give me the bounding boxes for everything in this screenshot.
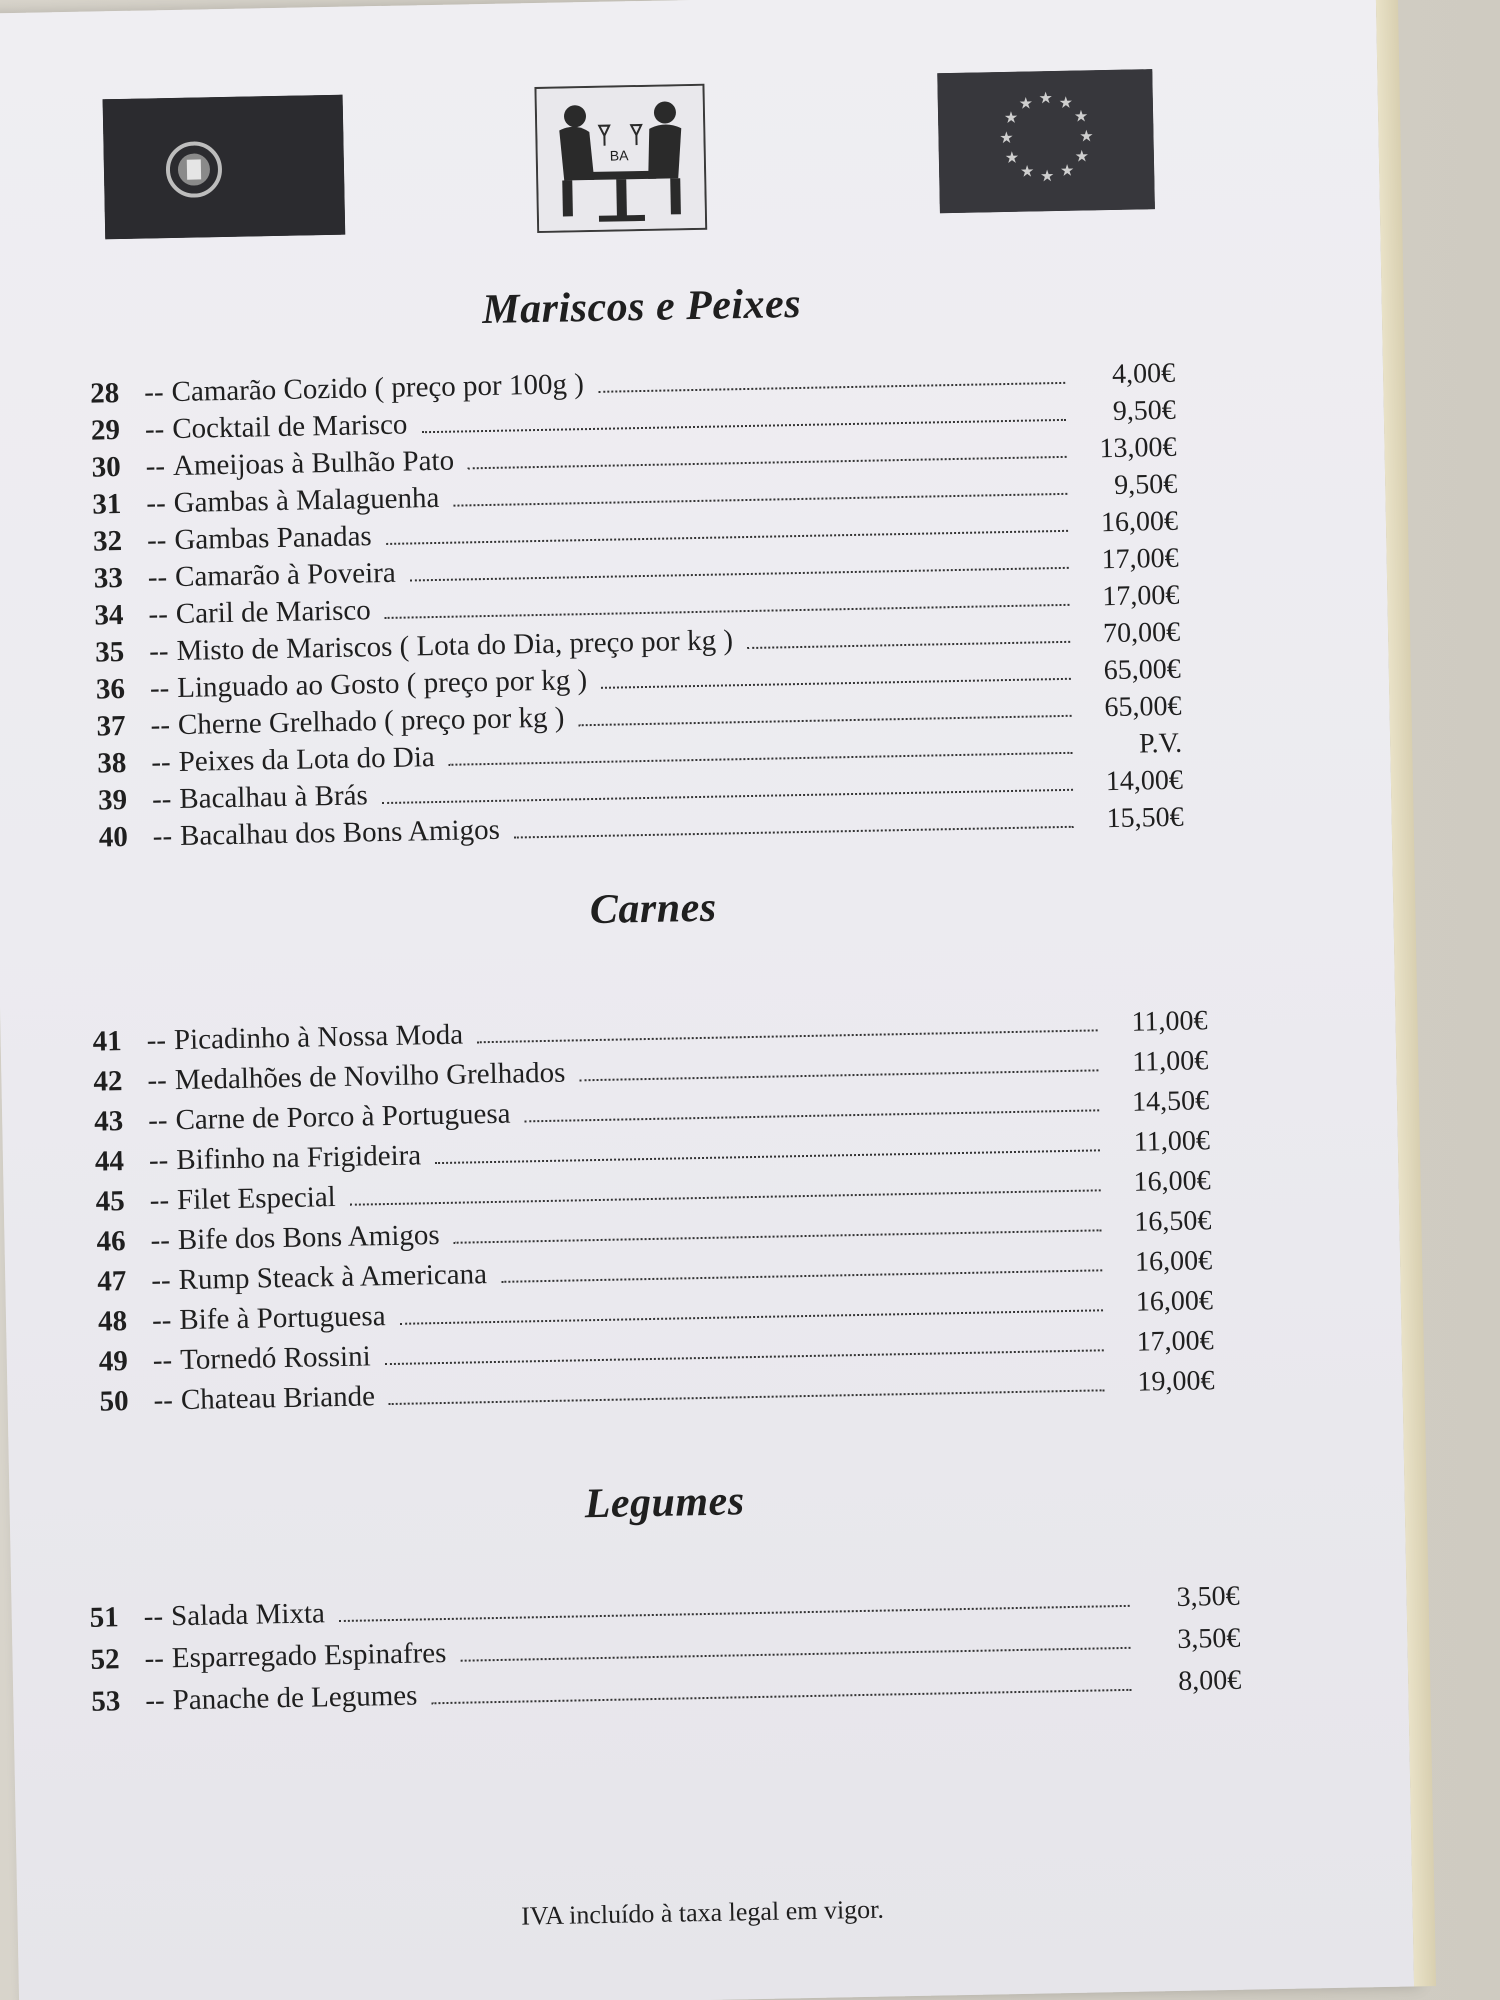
item-number: 46 [96,1225,126,1258]
item-name: Gambas à Malaguenha [173,481,440,520]
item-price: 15,50€ [1106,801,1184,835]
menu-item: 49 -- Tornedó Rossini 17,00€ [98,1325,1214,1378]
item-number: 53 [91,1685,121,1718]
menu-item: 50 -- Chateau Briande 19,00€ [99,1365,1215,1418]
svg-text:★: ★ [1018,93,1034,113]
item-name: Linguado ao Gosto ( preço por kg ) [176,664,588,704]
menu-item: 38 -- Peixes da Lota do Dia P.V. [97,727,1183,780]
item-price: P.V. [1138,727,1183,760]
menu-item: 41 -- Picadinho à Nossa Moda 11,00€ [92,1005,1208,1058]
svg-text:★: ★ [1038,88,1054,108]
item-price: 70,00€ [1102,616,1181,650]
item-name: Cocktail de Marisco [171,408,408,446]
item-number: 43 [93,1105,124,1138]
menu-item: 30 -- Ameijoas à Bulhão Pato 13,00€ [91,431,1177,484]
item-price: 16,00€ [1100,505,1179,539]
item-name: Cherne Grelhado ( preço por kg ) [177,701,565,741]
item-price: 65,00€ [1104,690,1182,724]
item-name: Misto de Mariscos ( Lota do Dia, preço por kg ) [176,624,734,667]
menu-item: 31 -- Gambas à Malaguenha 9,50€ [92,468,1178,521]
menu-item: 48 -- Bife à Portuguesa 16,00€ [97,1285,1214,1338]
item-price: 11,00€ [1132,1045,1209,1078]
item-price: 9,50€ [1113,468,1178,501]
item-price: 17,00€ [1101,542,1179,576]
svg-text:★: ★ [1004,147,1020,167]
item-price: 17,00€ [1102,579,1180,613]
item-price: 16,00€ [1135,1285,1214,1318]
menu-item: 44 -- Bifinho na Frigideira 11,00€ [94,1125,1211,1178]
item-number: 30 [91,451,121,484]
svg-text:★: ★ [1039,166,1055,186]
item-name: Carne de Porco à Portuguesa [175,1097,511,1137]
item-price: 16,50€ [1134,1205,1212,1238]
item-number: 34 [94,598,124,632]
eu-flag-icon [937,69,1155,213]
portugal-flag-icon [103,95,346,240]
menu-item: 40 -- Bacalhau dos Bons Amigos 15,50€ [98,801,1184,854]
menu-item: 37 -- Cherne Grelhado ( preço por kg ) 65,00€ [96,690,1182,743]
item-number: 39 [97,783,128,817]
item-name: Bife à Portuguesa [179,1300,386,1337]
menu-item: 28 -- Camarão Cozido ( preço por 100g ) 4,00€ [89,357,1176,410]
tax-footer-note: IVA incluído à taxa legal em vigor. [520,1894,885,1931]
item-number: 35 [94,635,125,669]
svg-text:★: ★ [1059,160,1075,180]
menu-item: 36 -- Linguado ao Gosto ( preço por kg ) 65,00€ [95,653,1182,706]
menu-item: 43 -- Carne de Porco à Portuguesa 14,50€ [93,1085,1210,1138]
item-name: Gambas Panadas [174,520,372,557]
menu-item: 47 -- Rump Steack à Americana 16,00€ [96,1245,1213,1298]
section-title-meats: Carnes [589,884,718,934]
item-price: 3,50€ [1176,1580,1240,1613]
svg-text:★: ★ [1019,161,1035,181]
logo-initials: BA [609,147,629,164]
item-number: 29 [90,414,121,447]
item-name: Bacalhau à Brás [179,779,369,815]
section-title-vegetables: Legumes [584,1478,745,1528]
item-price: 11,00€ [1131,1005,1208,1038]
svg-text:★: ★ [1079,126,1094,146]
item-name: Medalhões de Novilho Grelhados [174,1056,566,1097]
item-name: Filet Especial [176,1181,337,1217]
menu-item: 42 -- Medalhões de Novilho Grelhados 11,00€ [93,1045,1209,1098]
menu-item: 29 -- Cocktail de Marisco 9,50€ [90,394,1177,447]
svg-text:★: ★ [999,127,1014,148]
restaurant-logo [534,84,707,233]
item-price: 9,50€ [1112,394,1177,427]
item-price: 11,00€ [1133,1125,1211,1158]
paper-edge [1376,0,1436,1986]
item-number: 33 [93,562,124,595]
menu-item: 34 -- Caril de Marisco 17,00€ [94,579,1180,632]
item-number: 32 [92,525,123,558]
item-name: Picadinho à Nossa Moda [173,1018,464,1057]
menu-item: 46 -- Bife dos Bons Amigos 16,50€ [96,1205,1212,1258]
item-name: Panache de Legumes [172,1679,418,1717]
item-name: Bifinho na Frigideira [175,1139,422,1177]
item-price: 16,00€ [1134,1245,1213,1278]
item-price: 19,00€ [1137,1365,1215,1398]
item-number: 47 [96,1265,127,1298]
item-price: 17,00€ [1136,1325,1214,1358]
item-name: Bacalhau dos Bons Amigos [179,813,501,852]
menu-item: 53 -- Panache de Legumes 8,00€ [91,1664,1242,1718]
menu-item: 45 -- Filet Especial 16,00€ [95,1165,1211,1218]
svg-text:★: ★ [1074,146,1090,166]
item-price: 4,00€ [1111,357,1176,390]
item-number: 40 [98,820,129,854]
item-number: 45 [95,1185,126,1218]
menu-item: 39 -- Bacalhau à Brás 14,00€ [97,764,1184,817]
item-name: Esparregado Espinafres [171,1636,447,1675]
meats-list [92,1004,1214,1425]
item-number: 36 [95,672,126,706]
item-price: 8,00€ [1177,1664,1242,1697]
item-number: 48 [97,1305,128,1338]
item-price: 14,00€ [1105,764,1184,798]
item-name: Caril de Marisco [175,594,371,630]
item-price: 14,50€ [1131,1085,1210,1118]
item-number: 37 [96,709,126,743]
item-number: 31 [92,488,122,521]
item-name: Rump Steack à Americana [178,1258,488,1297]
item-name: Bife dos Bons Amigos [177,1219,440,1257]
item-price: 3,50€ [1177,1622,1241,1655]
menu-item: 35 -- Misto de Mariscos ( Lota do Dia, preço por kg ) 70,00€ [94,616,1181,669]
item-number: 38 [97,746,127,780]
item-name: Camarão à Poveira [174,556,397,593]
svg-text:★: ★ [1073,106,1089,126]
item-name: Salada Mixta [170,1597,326,1633]
item-number: 42 [93,1065,123,1098]
item-name: Chateau Briande [180,1380,376,1417]
menu-item: 52 -- Esparregado Espinafres 3,50€ [90,1622,1241,1676]
item-number: 41 [92,1025,122,1058]
item-number: 52 [90,1643,120,1676]
item-number: 50 [99,1385,129,1418]
item-name: Camarão Cozido ( preço por 100g ) [171,368,585,409]
item-name: Tornedó Rossini [179,1340,371,1377]
item-name: Peixes da Lota do Dia [178,741,436,778]
menu-item: 32 -- Gambas Panadas 16,00€ [92,505,1179,558]
vegetables-list [89,1580,1241,1728]
item-price: 65,00€ [1103,653,1182,687]
menu-item: 33 -- Camarão à Poveira 17,00€ [93,542,1179,595]
menu-item: 51 -- Salada Mixta 3,50€ [89,1580,1240,1634]
item-number: 51 [89,1601,120,1634]
item-number: 49 [98,1345,129,1378]
svg-text:★: ★ [1003,107,1019,128]
item-price: 16,00€ [1133,1165,1211,1198]
item-number: 28 [89,377,120,410]
seafood-list [90,357,1184,859]
item-number: 44 [94,1145,125,1178]
svg-text:★: ★ [1058,92,1074,112]
section-title-seafood: Mariscos e Peixes [481,280,802,334]
item-name: Ameijoas à Bulhão Pato [172,444,455,483]
item-price: 13,00€ [1099,431,1177,465]
